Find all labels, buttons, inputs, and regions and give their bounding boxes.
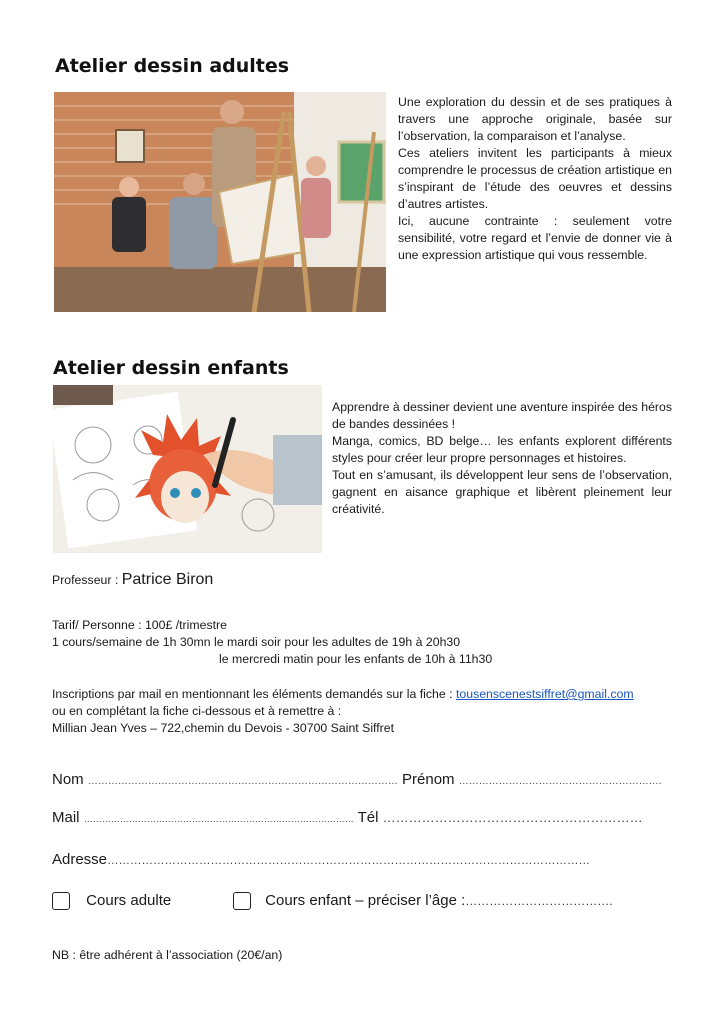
- mail-field[interactable]: ………………………………………………………………………………: [83, 814, 354, 824]
- adults-paragraph: Ces ateliers invitent les participants à mieux comprendre le processus de création artistique en s’inspirant de l’étude des oeuvres et dessins d’autres artistes.: [398, 146, 672, 211]
- registration-text: Inscriptions par mail en mentionnant les éléments demandés sur la fiche :: [52, 687, 456, 701]
- adults-title: Atelier dessin adultes: [55, 55, 290, 77]
- nom-field[interactable]: …………………………………………………………………………………: [87, 776, 398, 787]
- adresse-field[interactable]: ………………………………………………………………………………………………………………: [107, 855, 591, 867]
- teacher-line: [52, 571, 213, 589]
- form-row-name: [52, 771, 662, 788]
- child-course-checkbox[interactable]: [233, 892, 251, 910]
- children-paragraph: Apprendre à dessiner devient une aventure inspirée des héros de bandes dessinées !: [332, 400, 672, 431]
- mail-label: Mail: [52, 809, 80, 826]
- adresse-label: Adresse: [52, 851, 108, 868]
- email-link[interactable]: tousenscenestsiffret@gmail.com: [455, 687, 634, 701]
- registration-alt: ou en complétant la fiche ci-dessous et à remettre à :: [52, 704, 342, 718]
- teacher-name: Patrice Biron: [121, 571, 214, 588]
- children-title: Atelier dessin enfants: [53, 357, 289, 379]
- form-row-course: [52, 892, 171, 910]
- adult-course-label: Cours adulte: [86, 892, 172, 909]
- registration-address: Millian Jean Yves – 722,chemin du Devois - 30700 Saint Siffret: [52, 721, 395, 735]
- child-age-field[interactable]: ……………………………….: [465, 894, 613, 908]
- adult-course-checkbox[interactable]: [52, 892, 70, 910]
- adults-workshop-illustration: [54, 92, 386, 312]
- registration-line: [52, 686, 634, 703]
- child-course-label: Cours enfant – préciser l’âge :: [265, 892, 466, 909]
- membership-note: NB : être adhérent à l’association (20€/an): [52, 948, 283, 962]
- manga-drawing-illustration: [53, 385, 322, 553]
- nom-label: Nom: [52, 771, 84, 788]
- teacher-label: Professeur :: [52, 573, 122, 587]
- form-row-contact: [52, 809, 643, 826]
- adults-paragraph: Une exploration du dessin et de ses pratiques à travers une approche originale, basée sur l’observation, la comparaison et l’analyse.: [398, 95, 672, 143]
- form-row-address: [52, 851, 590, 868]
- form-row-course-child: [233, 892, 613, 910]
- children-description: [332, 399, 672, 518]
- schedule-children: le mercredi matin pour les enfants de 10h à 11h30: [219, 652, 493, 666]
- children-paragraph: Tout en s’amusant, ils développent leur sens de l’observation, gagnent en aisance graphique et libèrent pleinement leur créativité.: [332, 468, 672, 516]
- schedule-adults: 1 cours/semaine de 1h 30mn le mardi soir pour les adultes de 19h à 20h30: [52, 635, 461, 649]
- prenom-label: Prénom: [402, 771, 455, 788]
- children-drawing-photo: [53, 385, 322, 553]
- prenom-field[interactable]: …………………………………………………….: [458, 776, 662, 787]
- tel-label: Tél: [357, 809, 379, 826]
- children-paragraph: Manga, comics, BD belge… les enfants explorent différents styles pour créer leur propre personnages et histoires.: [332, 434, 672, 465]
- adults-workshop-photo: [54, 92, 386, 312]
- price-line: Tarif/ Personne : 100£ /trimestre: [52, 618, 227, 632]
- tel-field[interactable]: ……………………………………………………: [382, 810, 643, 825]
- adults-paragraph: Ici, aucune contrainte : seulement votre sensibilité, votre regard et l’envie de donner vie à une expression artistique qui vous ressemble.: [398, 214, 672, 262]
- adults-description: [398, 94, 672, 264]
